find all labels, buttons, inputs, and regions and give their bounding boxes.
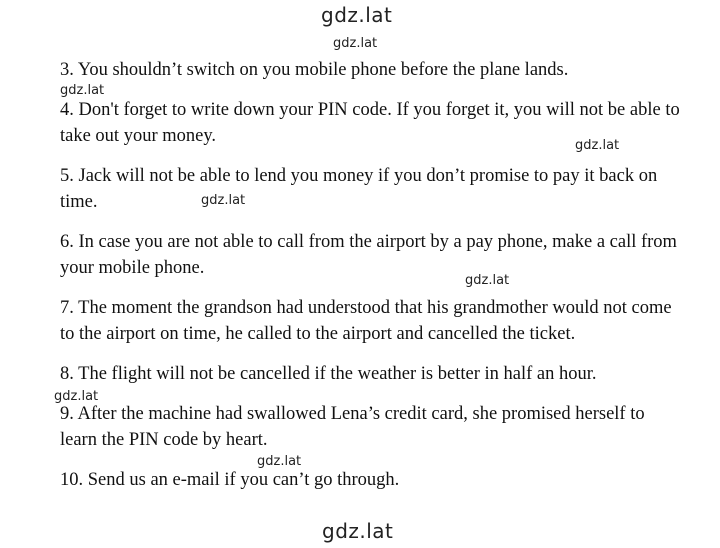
watermark: gdz.lat xyxy=(575,138,620,153)
watermark: gdz.lat xyxy=(333,36,378,51)
sentence-3: 3. You shouldn’t switch on you mobile phone before the plane lands. xyxy=(60,60,569,80)
sentence-4: 4. Don't forget to write down your PIN code. If you forget it, you will not be able to take out your money. xyxy=(60,100,680,146)
watermark: gdz.lat xyxy=(54,389,99,404)
watermark: gdz.lat xyxy=(201,193,246,208)
sentence-7: 7. The moment the grandson had understood that his grandmother would not come to the airport on time, he called to the airport and cancelled the ticket. xyxy=(60,298,672,344)
watermark: gdz.lat xyxy=(257,454,302,469)
sentence-9: 9. After the machine had swallowed Lena’s credit card, she promised herself to learn the PIN code by heart. xyxy=(60,404,645,450)
watermark: gdz.lat xyxy=(465,273,510,288)
sentence-6: 6. In case you are not able to call from the airport by a pay phone, make a call from your mobile phone. xyxy=(60,232,677,278)
watermark: gdz.lat xyxy=(60,83,105,98)
footer-watermark: gdz.lat xyxy=(322,519,394,543)
sentence-5: 5. Jack will not be able to lend you money if you don’t promise to pay it back on time. xyxy=(60,166,658,212)
sentence-10: 10. Send us an e-mail if you can’t go through. xyxy=(60,470,400,490)
sentence-8: 8. The flight will not be cancelled if the weather is better in half an hour. xyxy=(60,364,597,384)
header-watermark: gdz.lat xyxy=(321,3,393,27)
